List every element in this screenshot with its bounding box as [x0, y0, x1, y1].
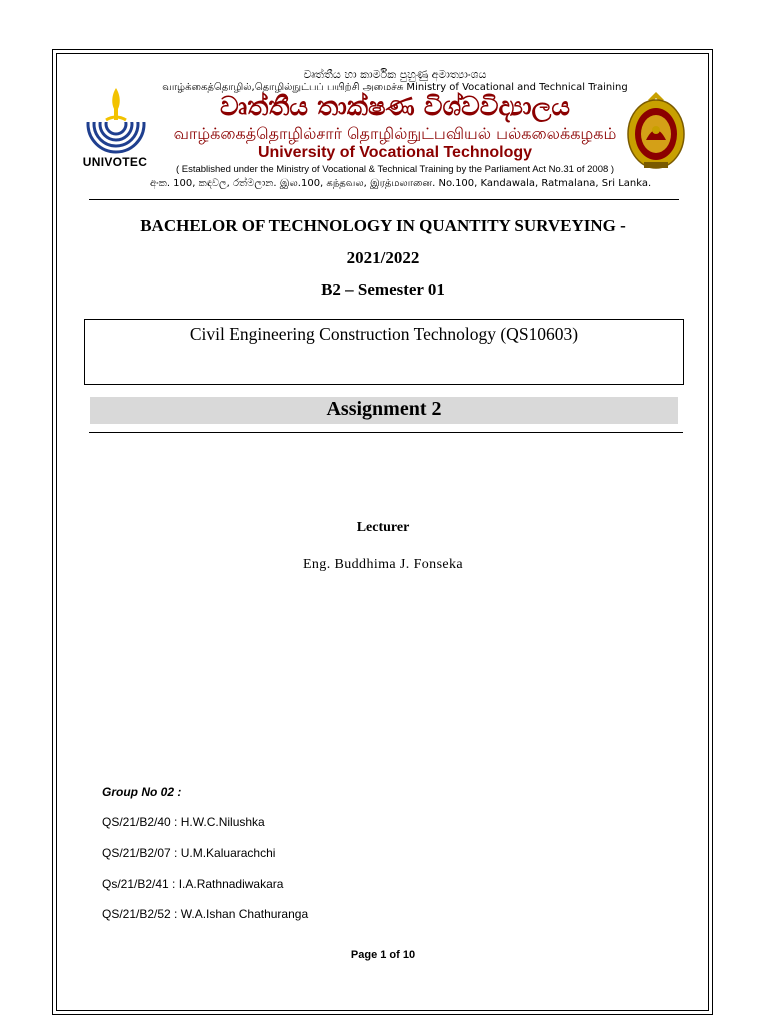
- lecturer-name: Eng. Buddhima J. Fonseka: [302, 557, 464, 572]
- program-title: [100, 210, 666, 274]
- program-title-line1: BACHELOR OF TECHNOLOGY IN QUANTITY SURVEYING -: [140, 216, 626, 235]
- header-university-sinhala: වෘත්තීය තාක්ෂණ විශ්වවිද්‍යාලය: [219, 92, 571, 122]
- program-title-line2: 2021/2022: [346, 248, 420, 267]
- course-title: Civil Engineering Construction Technology (QS10603): [189, 324, 579, 344]
- group-label: Group No 02 :: [102, 785, 182, 799]
- group-member: Qs/21/B2/41 : I.A.Rathnadiwakara: [102, 877, 284, 891]
- header-university-english: University of Vocational Technology: [257, 144, 533, 161]
- univotec-logo: [80, 86, 158, 186]
- header-address: අංක. 100, කඳවල, රත්මලාන. இல.100, கந்தவல, இரத்மலானை. No.100, Kandawala, Ratmalana, Sri Lanka.: [150, 178, 652, 189]
- group-member: QS/21/B2/40 : H.W.C.Nilushka: [102, 815, 265, 829]
- header-university-tamil: வாழ்க்கைத்தொழில்சார் தொழில்நுட்பவியல் பல்கலைக்கழகம்: [173, 124, 617, 143]
- logo-text: UNIVOTEC: [82, 155, 148, 169]
- lecturer-label: Lecturer: [356, 520, 410, 535]
- header-established-note: ( Established under the Ministry of Vocational & Technical Training by the Parliament Act No.31 of 2008 ): [175, 164, 615, 175]
- course-box: [84, 319, 684, 385]
- header-divider: [89, 199, 679, 200]
- assignment-band: [90, 397, 678, 424]
- semester-label: B2 – Semester 01: [321, 280, 445, 299]
- national-emblem: [624, 90, 688, 172]
- group-member: QS/21/B2/52 : W.A.Ishan Chathuranga: [102, 907, 309, 921]
- group-member: QS/21/B2/07 : U.M.Kaluarachchi: [102, 846, 276, 860]
- header-ministry-tamil-english: வாழ்க்கைத்தொழில்,தொழில்நுட்பப் பயிற்சி அமைச்சு Ministry of Vocational and Technical Training: [162, 82, 628, 93]
- page-number: Page 1 of 10: [350, 949, 416, 961]
- assignment-title: Assignment 2: [326, 398, 442, 420]
- header-ministry-sinhala: වෘත්තීය හා කාර්මික පුහුණු අමාත්‍යාංශය: [303, 68, 487, 81]
- assignment-divider: [89, 432, 683, 433]
